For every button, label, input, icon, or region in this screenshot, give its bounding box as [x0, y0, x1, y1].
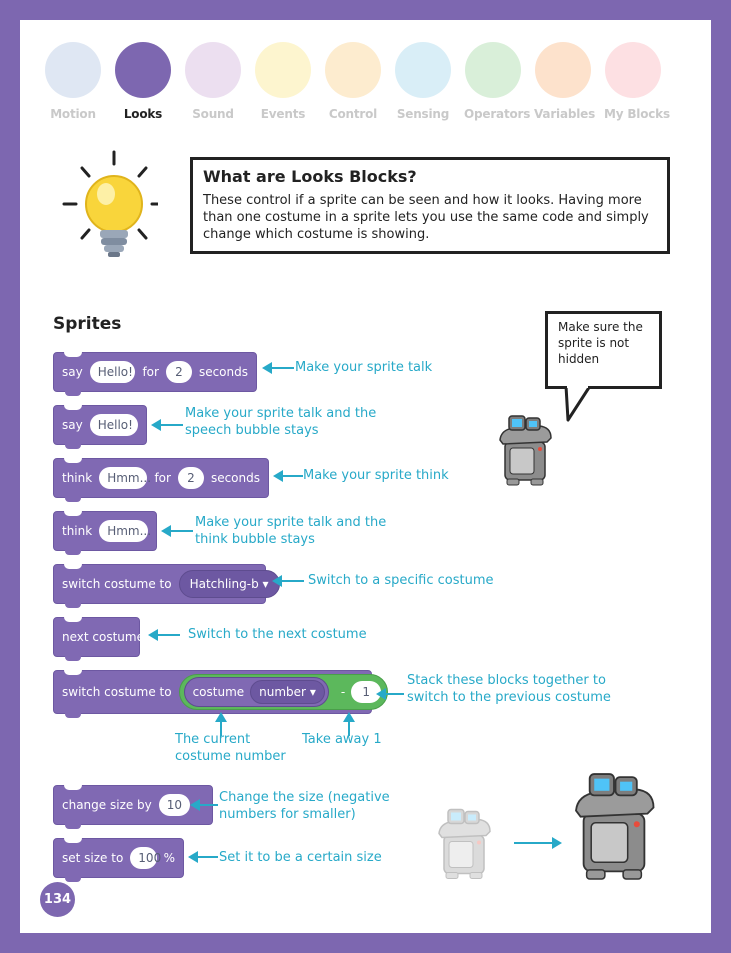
- note-switch-costume: Switch to a specific costume: [308, 573, 494, 588]
- lightbulb-icon: [58, 148, 158, 263]
- category-circle: [45, 42, 101, 98]
- arrow-icon: [190, 799, 218, 811]
- subtract-value-input[interactable]: 1: [351, 681, 381, 703]
- seconds-input[interactable]: 2: [178, 467, 204, 489]
- category-label: Events: [260, 107, 306, 121]
- change-size-block[interactable]: [53, 785, 213, 825]
- category-label: Sound: [192, 107, 234, 121]
- next-costume-block[interactable]: [53, 617, 144, 657]
- info-body: These control if a sprite can be seen and how it looks. Having more than one costume in a sprite lets you use the same code and simply change which costume is showing.: [203, 193, 649, 242]
- category-sensing[interactable]: [394, 42, 452, 121]
- category-label: Variables: [534, 107, 596, 121]
- category-circle: [325, 42, 381, 98]
- speech-bubble: Make sure the sprite is not hidden: [545, 311, 662, 389]
- note-change-size: Change the size (negative numbers for smaller): [219, 790, 390, 822]
- think-for-block[interactable]: [53, 458, 269, 498]
- say-for-block[interactable]: [53, 352, 257, 392]
- subtract-operator[interactable]: [179, 674, 389, 710]
- arrow-right-icon: [514, 837, 562, 849]
- block-keyword: next costume: [62, 630, 144, 644]
- costume-reporter[interactable]: [184, 677, 329, 707]
- note-say: Make your sprite talk and the speech bubble stays: [185, 406, 377, 438]
- option-value: number: [259, 685, 306, 699]
- block-keyword: switch costume to: [62, 577, 172, 591]
- arrow-icon: [262, 362, 294, 374]
- category-motion[interactable]: [44, 42, 102, 121]
- set-size-block[interactable]: [53, 838, 184, 878]
- category-circle: [255, 42, 311, 98]
- category-label: Looks: [123, 107, 163, 121]
- category-variables[interactable]: [534, 42, 596, 121]
- category-circle: [395, 42, 451, 98]
- category-circle: [115, 42, 171, 98]
- switch-costume-block[interactable]: [53, 564, 269, 604]
- arrow-icon: [273, 470, 303, 482]
- category-label: Operators: [464, 107, 531, 121]
- section-title: Sprites: [53, 314, 122, 334]
- arrow-icon: [148, 629, 180, 641]
- category-circle: [535, 42, 591, 98]
- category-my-blocks[interactable]: [604, 42, 670, 121]
- note-set-size: Set it to be a certain size: [219, 850, 382, 865]
- note-say-for: Make your sprite talk: [295, 360, 433, 375]
- block-keyword: say: [62, 365, 83, 379]
- block-keyword: switch costume to: [62, 685, 172, 699]
- switch-previous-costume-block[interactable]: [53, 670, 372, 714]
- arrow-icon: [272, 575, 304, 587]
- note-think: Make your sprite talk and the think bubble stays: [195, 515, 387, 547]
- arrow-icon: [161, 525, 193, 537]
- note-current-costume: The current costume number: [175, 732, 286, 764]
- category-label: Sensing: [396, 107, 450, 121]
- seconds-input[interactable]: 2: [166, 361, 192, 383]
- note-think-for: Make your sprite think: [303, 468, 449, 483]
- block-keyword: change size by: [62, 798, 152, 812]
- block-keyword: set size to: [62, 851, 124, 865]
- category-events[interactable]: [254, 42, 312, 121]
- arrow-icon: [376, 688, 404, 700]
- costume-option-dropdown[interactable]: [250, 680, 325, 704]
- category-control[interactable]: [324, 42, 382, 121]
- robot-small-faded-icon: [434, 804, 494, 882]
- robot-large-icon: [568, 768, 660, 882]
- block-keyword: %: [163, 851, 175, 865]
- info-box: [190, 157, 670, 254]
- category-circle: [185, 42, 241, 98]
- block-keyword: think: [62, 471, 93, 485]
- category-label: My Blocks: [604, 107, 670, 121]
- category-label: Control: [328, 107, 378, 121]
- say-block[interactable]: [53, 405, 147, 445]
- reporter-label: costume: [192, 685, 245, 699]
- chevron-down-icon: ▾: [262, 577, 269, 591]
- arrow-icon: [188, 851, 218, 863]
- category-circle: [605, 42, 661, 98]
- page-number: 134: [40, 882, 75, 917]
- info-title: What are Looks Blocks?: [203, 167, 417, 186]
- size-change-input[interactable]: 10: [159, 794, 190, 816]
- block-keyword: for: [142, 365, 159, 379]
- arrow-icon: [151, 419, 183, 431]
- block-keyword: say: [62, 418, 83, 432]
- block-keyword: seconds: [198, 365, 248, 379]
- book-page: [20, 20, 711, 933]
- category-looks[interactable]: [114, 42, 172, 121]
- message-input[interactable]: Hello!: [90, 361, 136, 383]
- note-switch-previous: Stack these blocks together to switch to the previous costume: [407, 673, 611, 705]
- category-label: Motion: [50, 107, 96, 121]
- speech-bubble-tail: [560, 386, 600, 424]
- chevron-down-icon: ▾: [309, 685, 316, 699]
- category-operators[interactable]: [464, 42, 531, 121]
- block-keyword: think: [62, 524, 93, 538]
- note-next-costume: Switch to the next costume: [188, 627, 367, 642]
- costume-dropdown[interactable]: [179, 570, 280, 598]
- minus-sign: -: [340, 685, 346, 699]
- category-circle: [465, 42, 521, 98]
- size-input[interactable]: 100: [130, 847, 156, 869]
- note-take-away: Take away 1: [302, 732, 382, 747]
- message-input[interactable]: Hmm...: [99, 520, 148, 542]
- think-block[interactable]: [53, 511, 157, 551]
- block-keyword: seconds: [210, 471, 260, 485]
- robot-sprite-icon: [495, 412, 555, 487]
- category-sound[interactable]: [184, 42, 242, 121]
- costume-value: Hatchling-b: [189, 577, 259, 591]
- message-input[interactable]: Hmm...: [99, 467, 147, 489]
- message-input[interactable]: Hello!: [90, 414, 138, 436]
- block-keyword: for: [154, 471, 171, 485]
